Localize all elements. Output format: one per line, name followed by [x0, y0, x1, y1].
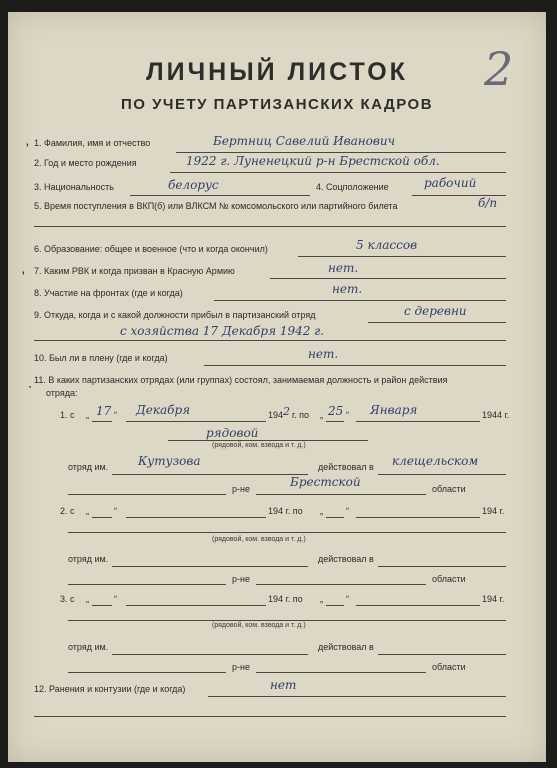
- field-7-value: нет.: [328, 261, 359, 275]
- unit-1-month-line: [126, 421, 266, 422]
- field-5-value: б/п: [478, 196, 498, 210]
- unit-2-year-mid: 194 г. по: [268, 506, 303, 516]
- field-12-value: нет: [270, 678, 297, 692]
- unit-1-year-from-digit: 2: [283, 405, 290, 418]
- unit-2-prefix: 2. с: [60, 506, 75, 516]
- unit-2-year-end: 194 г.: [482, 506, 505, 516]
- unit-2-acted-in-line: [378, 566, 506, 567]
- unit-1-detachment-line: [112, 474, 308, 475]
- unit-3-month-to-line: [356, 605, 480, 606]
- unit-1-region-label: области: [432, 484, 466, 494]
- unit-2-day-line: [92, 517, 112, 518]
- unit-1-region: Брестской: [290, 475, 361, 489]
- unit-3-detachment-line: [112, 654, 308, 655]
- field-4-value: рабочий: [424, 176, 477, 190]
- field-12-line-2: [34, 716, 506, 717]
- unit-3-district-label: р-не: [232, 662, 250, 672]
- field-9-line-1: [368, 322, 506, 323]
- field-10-value: нет.: [308, 347, 339, 361]
- field-9-value-1: с деревни: [404, 304, 467, 318]
- unit-1-month-from: Декабря: [136, 403, 191, 417]
- field-1-label: 1. Фамилия, имя и отчество: [34, 138, 151, 148]
- field-11-label-cont: отряда:: [46, 388, 78, 398]
- unit-1-day-line: [92, 421, 112, 422]
- quote-close: “: [114, 410, 117, 420]
- quote-open: „: [320, 410, 323, 420]
- field-2-label: 2. Год и место рождения: [34, 158, 137, 168]
- unit-3-prefix: 3. с: [60, 594, 75, 604]
- quote-open: „: [86, 594, 89, 604]
- unit-1-acted-in-line: [378, 474, 506, 475]
- margin-mark: ˎ: [28, 372, 33, 388]
- field-9-label: 9. Откуда, когда и с какой должности прибыл в партизанский отряд: [34, 310, 316, 320]
- field-6-line: [298, 256, 506, 257]
- unit-2-detachment-label: отряд им.: [68, 554, 109, 564]
- field-5-label: 5. Время поступления в ВКП(б) или ВЛКСМ № комсомольского или партийного билета: [34, 201, 398, 211]
- unit-1-position-line: [168, 440, 368, 441]
- field-7-label: 7. Каким РВК и когда призван в Красную Армию: [34, 266, 235, 276]
- unit-2-month-to-line: [356, 517, 480, 518]
- field-6-label: 6. Образование: общее и военное (что и когда окончил): [34, 244, 268, 254]
- unit-1-district-label: р-не: [232, 484, 250, 494]
- field-12-line: [208, 696, 506, 697]
- field-9-value-2: с хозяйства 17 Декабря 1942 г.: [120, 324, 325, 338]
- unit-1-district-line: [68, 494, 226, 495]
- field-8-value: нет.: [332, 282, 363, 296]
- page-subtitle: ПО УЧЕТУ ПАРТИЗАНСКИХ КАДРОВ: [120, 96, 434, 113]
- quote-close: “: [346, 506, 349, 516]
- field-10-label: 10. Был ли в плену (где и когда): [34, 353, 168, 363]
- unit-1-acted-in: клещельском: [392, 454, 479, 468]
- unit-2-month-line: [126, 517, 266, 518]
- field-8-label: 8. Участие на фронтах (где и когда): [34, 288, 183, 298]
- field-12-label: 12. Ранения и контузии (где и когда): [34, 684, 186, 694]
- field-10-line: [204, 365, 506, 366]
- unit-1-prefix: 1. с: [60, 410, 75, 420]
- document-sheet: [8, 12, 546, 762]
- unit-1-year-label: 194: [268, 410, 284, 420]
- unit-2-position-line: [68, 532, 506, 533]
- unit-1-day-to-line: [326, 421, 344, 422]
- field-4-label: 4. Соцположение: [316, 182, 389, 192]
- field-7-line: [270, 278, 506, 279]
- unit-3-month-line: [126, 605, 266, 606]
- field-8-line: [214, 300, 506, 301]
- unit-2-region-line: [256, 584, 426, 585]
- unit-3-region-line: [256, 672, 426, 673]
- unit-3-position-hint: (рядовой, ком. взвода и т. д.): [212, 622, 306, 629]
- quote-close: “: [346, 410, 349, 420]
- unit-3-detachment-label: отряд им.: [68, 642, 109, 652]
- quote-close: “: [114, 594, 117, 604]
- unit-2-district-line: [68, 584, 226, 585]
- field-3-label: 3. Национальность: [34, 182, 114, 192]
- unit-1-year-from-suffix: г. по: [292, 410, 310, 420]
- field-2-line: [170, 172, 506, 173]
- unit-2-position-hint: (рядовой, ком. взвода и т. д.): [212, 536, 306, 543]
- unit-1-detachment-label: отряд им.: [68, 462, 109, 472]
- quote-open: „: [86, 410, 89, 420]
- unit-1-position-hint: (рядовой, ком. взвода и т. д.): [212, 442, 306, 449]
- unit-3-position-line: [68, 620, 506, 621]
- unit-3-year-mid: 194 г. по: [268, 594, 303, 604]
- unit-2-detachment-line: [112, 566, 308, 567]
- unit-3-acted-in-line: [378, 654, 506, 655]
- margin-mark: ʹ: [22, 268, 25, 284]
- quote-close: “: [346, 594, 349, 604]
- unit-1-month-to-line: [356, 421, 480, 422]
- unit-2-region-label: области: [432, 574, 466, 584]
- field-1-value: Бертниц Савелий Иванович: [213, 134, 396, 148]
- unit-3-year-end: 194 г.: [482, 594, 505, 604]
- unit-1-detachment: Кутузова: [138, 454, 201, 468]
- field-1-line: [176, 152, 506, 153]
- unit-1-year-to: 1944 г.: [482, 410, 510, 420]
- quote-open: „: [86, 506, 89, 516]
- corner-number: 2: [484, 42, 514, 96]
- unit-3-acted-in-label: действовал в: [318, 642, 374, 652]
- unit-2-day-to-line: [326, 517, 344, 518]
- unit-2-acted-in-label: действовал в: [318, 554, 374, 564]
- quote-close: “: [114, 506, 117, 516]
- field-11-label: 11. В каких партизанских отрядах (или группах) состоял, занимаемая должность и район действия: [34, 375, 448, 385]
- margin-mark: ': [26, 140, 29, 156]
- unit-3-day-line: [92, 605, 112, 606]
- unit-3-region-label: области: [432, 662, 466, 672]
- unit-3-district-line: [68, 672, 226, 673]
- unit-3-day-to-line: [326, 605, 344, 606]
- field-3-value: белорус: [168, 178, 219, 192]
- unit-1-day-to: 25: [328, 404, 344, 418]
- field-9-line-2: [34, 340, 506, 341]
- unit-2-district-label: р-не: [232, 574, 250, 584]
- unit-1-region-line: [256, 494, 426, 495]
- quote-open: „: [320, 594, 323, 604]
- unit-1-month-to: Января: [370, 403, 418, 417]
- unit-1-day-from: 17: [96, 404, 112, 418]
- unit-1-position: рядовой: [206, 426, 259, 440]
- field-2-value: 1922 г. Луненецкий р-н Брестской обл.: [186, 154, 440, 168]
- field-5-line: [34, 226, 506, 227]
- quote-open: „: [320, 506, 323, 516]
- field-3-line: [130, 195, 310, 196]
- page-title: ЛИЧНЫЙ ЛИСТОК: [146, 58, 408, 86]
- field-6-value: 5 классов: [356, 238, 418, 252]
- unit-1-acted-in-label: действовал в: [318, 462, 374, 472]
